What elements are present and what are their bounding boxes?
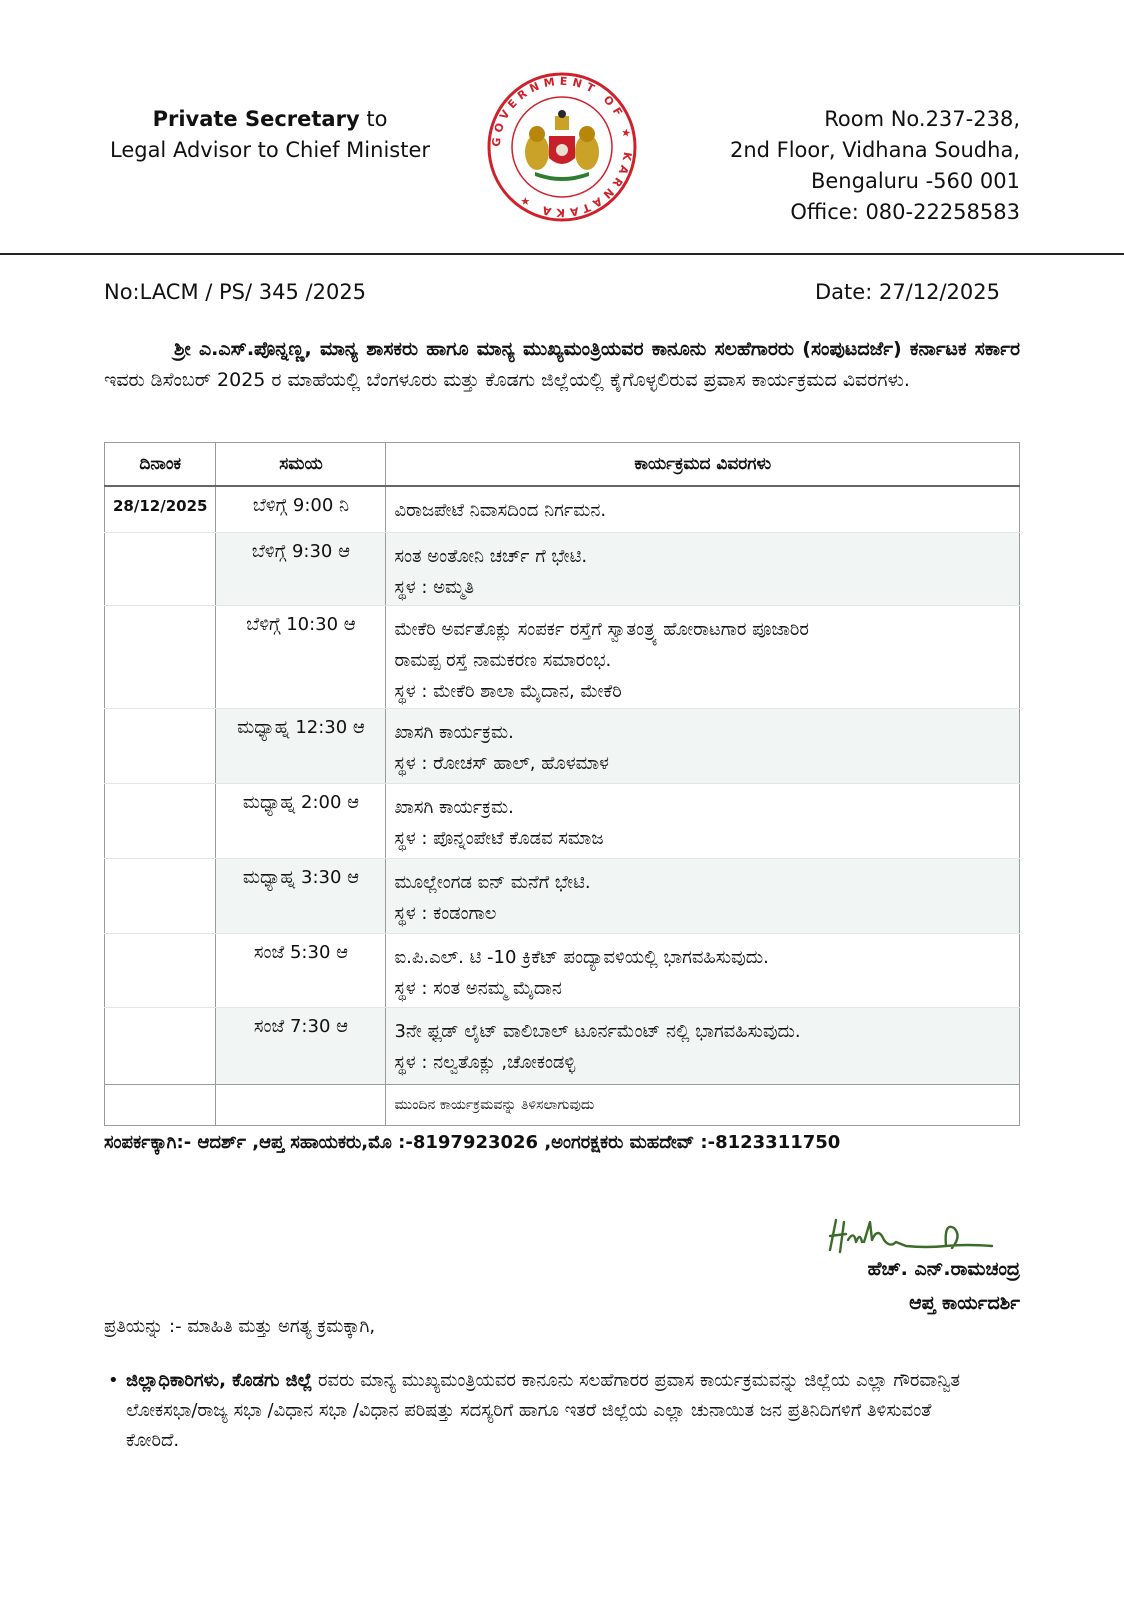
detail-line: 3ನೇ ಫ್ಲಡ್ ಲೈಟ್ ವಾಲಿಬಾಲ್ ಟೂರ್ನಮೆಂಟ್ ನಲ್ಲಿ ಭಾಗವಹಿಸುವುದು. <box>394 1020 801 1042</box>
reference-number: No:LACM / PS/ 345 /2025 <box>104 280 367 304</box>
row-details <box>386 708 1020 783</box>
sender-office: Legal Advisor to Chief Minister <box>109 138 431 162</box>
header-time: ಸಮಯ <box>216 443 386 487</box>
table-row <box>105 1007 1020 1084</box>
table-row <box>105 532 1020 605</box>
table-row <box>105 933 1020 1007</box>
empty-date-cell <box>105 532 216 605</box>
detail-line: ಸ್ಥಳ : ಪೊನ್ನಂಪೇಟೆ ಕೊಡವ ಸಮಾಜ <box>394 827 604 849</box>
row-time: ಮಧ್ಯಾಹ್ನ 12:30 ಆ <box>216 708 386 783</box>
copy-recipient-item <box>104 1366 964 1456</box>
detail-line: ಮೇಕೆರಿ ಅರ್ವತೊಕ್ಲು ಸಂಪರ್ಕ ರಸ್ತೆಗೆ ಸ್ವಾತಂತ್ರ್ಯ ಹೋರಾಟಗಾರ ಪೂಜಾರಿರ <box>394 618 809 640</box>
table-row <box>105 708 1020 783</box>
empty-date-cell <box>105 933 216 1007</box>
detail-line: ಸ್ಥಳ : ನಲ್ವತೊಕ್ಲು ,ಚೋಕಂಡಳ್ಳಿ <box>394 1051 576 1073</box>
table-row <box>105 486 1020 532</box>
detail-line: ಸ್ಥಳ : ಕಂಡಂಗಾಲ <box>394 902 497 924</box>
header-details: ಕಾರ್ಯಕ್ರಮದ ವಿವರಗಳು <box>386 443 1020 487</box>
bullet-icon: • <box>108 1370 119 1391</box>
empty-date-cell <box>105 783 216 858</box>
header-date: ದಿನಾಂಕ <box>105 443 216 487</box>
table-row <box>105 605 1020 708</box>
intro-rest: ಇವರು ಡಿಸೆಂಬರ್ 2025 ರ ಮಾಹೆಯಲ್ಲಿ ಬೆಂಗಳೂರು ಮತ್ತು ಕೊಡಗು ಜಿಲ್ಲೆಯಲ್ಲಿ ಕೈಗೊಳ್ಳಲಿರುವ ಪ್ರವಾಸ ಕಾರ್ಯಕ್ರಮದ ವಿವರಗಳು. <box>104 369 910 391</box>
row-time: ಬೆಳಿಗ್ಗೆ 9:00 ನಿ <box>216 486 386 532</box>
row-details <box>386 532 1020 605</box>
letter-date: Date: 27/12/2025 <box>815 280 1000 304</box>
svg-text:GOVERNMENT OF ★ KARNATAKA ★: GOVERNMENT OF ★ KARNATAKA ★ <box>489 74 635 220</box>
row-details <box>386 486 1020 532</box>
intro-paragraph <box>104 334 1020 396</box>
signatory-designation: ಆಪ್ತ ಕಾರ್ಯದರ್ಶಿ <box>909 1292 1020 1314</box>
row-time: ಸಂಜೆ 5:30 ಆ <box>216 933 386 1007</box>
row-time: ಬೆಳಿಗ್ಗೆ 10:30 ಆ <box>216 605 386 708</box>
row-time: ಮಧ್ಯಾಹ್ನ 3:30 ಆ <box>216 858 386 933</box>
detail-line: ಐ.ಪಿ.ಎಲ್. ಟಿ -10 ಕ್ರಿಕೆಟ್ ಪಂದ್ಯಾವಳಿಯಲ್ಲಿ ಭಾಗವಹಿಸುವುದು. <box>394 946 769 968</box>
empty-cell <box>105 1084 216 1125</box>
schedule-date: 28/12/2025 <box>105 486 216 532</box>
detail-line: ಸಂತ ಅಂತೋನಿ ಚರ್ಚ್ ಗೆ ಭೇಟಿ. <box>394 545 588 567</box>
address-line: 2nd Floor, Vidhana Soudha, <box>729 138 1020 162</box>
detail-line: ಸ್ಥಳ : ಮೇಕೆರಿ ಶಾಲಾ ಮೈದಾನ, ಮೇಕೆರಿ <box>394 680 622 702</box>
row-details <box>386 605 1020 708</box>
footer-note: ಮುಂದಿನ ಕಾರ್ಯಕ್ರಮವನ್ನು ತಿಳಿಸಲಾಗುವುದು <box>386 1084 1020 1125</box>
row-time: ಬೆಳಿಗ್ಗೆ 9:30 ಆ <box>216 532 386 605</box>
row-details <box>386 858 1020 933</box>
detail-line: ಸ್ಥಳ : ಸಂತ ಅನಮ್ಮ ಮೈದಾನ <box>394 977 562 999</box>
copy-to-line: ಪ್ರತಿಯನ್ನು :- ಮಾಹಿತಿ ಮತ್ತು ಅಗತ್ಯ ಕ್ರಮಕ್ಕಾಗಿ, <box>104 1316 376 1337</box>
sender-address <box>640 104 1020 228</box>
header-divider <box>0 253 1124 255</box>
recipient-bold: ಜಿಲ್ಲಾಧಿಕಾರಿಗಳು, ಕೊಡಗು ಜಿಲ್ಲೆ <box>126 1370 313 1391</box>
intro-bold: ಶ್ರೀ ಎ.ಎಸ್.ಪೊನ್ನಣ್ಣ, ಮಾನ್ಯ ಶಾಸಕರು ಹಾಗೂ ಮಾನ್ಯ ಮುಖ್ಯಮಂತ್ರಿಯವರ ಕಾನೂನು ಸಲಹೆಗಾರರು (ಸಂಪುಟದರ್ಜೆ) ಕರ್ನಾಟಕ ಸರ್ಕಾರ <box>174 338 1020 360</box>
table-header-row <box>105 443 1020 487</box>
detail-line: ಸ್ಥಳ : ರೋಚಸ್ ಹಾಲ್, ಹೊಳಮಾಳ <box>394 752 609 774</box>
empty-date-cell <box>105 605 216 708</box>
empty-date-cell <box>105 1007 216 1084</box>
sender-title-rest: to <box>359 107 388 131</box>
detail-line: ಮೂಲ್ಲೇಂಗಡ ಐನ್ ಮನೆಗೆ ಭೇಟಿ. <box>394 871 591 893</box>
row-details <box>386 783 1020 858</box>
row-details <box>386 933 1020 1007</box>
row-time: ಮಧ್ಯಾಹ್ನ 2:00 ಆ <box>216 783 386 858</box>
office-phone: Office: 080-22258583 <box>790 200 1020 224</box>
address-line: Room No.237-238, <box>824 107 1020 131</box>
detail-line: ವಿರಾಜಪೇಟೆ ನಿವಾಸದಿಂದ ನಿರ್ಗಮನ. <box>394 500 607 521</box>
contact-line: ಸಂಪರ್ಕಕ್ಕಾಗಿ:- ಆದರ್ಶ್ ,ಆಪ್ತ ಸಹಾಯಕರು,ಮೊ :-8197923026 ,ಅಂಗರಕ್ಷಕರು ಮಹದೇವ್ :-8123311750 <box>104 1132 841 1153</box>
address-line: Bengaluru -560 001 <box>810 169 1020 193</box>
detail-line: ಖಾಸಗಿ ಕಾರ್ಯಕ್ರಮ. <box>394 796 514 818</box>
karnataka-emblem-logo <box>485 70 639 224</box>
empty-date-cell <box>105 858 216 933</box>
detail-line: ರಾಮಪ್ಪ ರಸ್ತೆ ನಾಮಕರಣ ಸಮಾರಂಭ. <box>394 649 612 671</box>
schedule-table <box>104 442 1020 1126</box>
detail-line: ಸ್ಥಳ : ಅಮ್ಮತಿ <box>394 576 475 598</box>
detail-line: ಖಾಸಗಿ ಕಾರ್ಯಕ್ರಮ. <box>394 721 514 743</box>
sender-designation <box>100 104 440 166</box>
table-footer-row <box>105 1084 1020 1125</box>
signatory <box>868 1252 1020 1320</box>
recipient-rest: ರವರು ಮಾನ್ಯ ಮುಖ್ಯಮಂತ್ರಿಯವರ ಕಾನೂನು ಸಲಹೆಗಾರರ ಪ್ರವಾಸ ಕಾರ್ಯಕ್ರಮವನ್ನು ಜಿಲ್ಲೆಯ ಎಲ್ಲಾ ಗೌರವಾನ್ವಿತ ಲೋಕಸಭಾ/ರಾಜ್ಯ ಸಭಾ /ವಿಧಾನ ಸಭಾ /ವಿಧಾನ ಪರಿಷತ್ತು ಸದಸ್ಯರಿಗೆ ಹಾಗೂ ಇತರೆ ಜಿಲ್ಲೆಯ ಎಲ್ಲಾ ಚುನಾಯಿತ ಜನ ಪ್ರತಿನಿದಿಗಳಿಗೆ ತಿಳಿಸುವಂತೆ ಕೋರಿದೆ. <box>126 1370 961 1451</box>
row-time: ಸಂಜೆ 7:30 ಆ <box>216 1007 386 1084</box>
row-details <box>386 1007 1020 1084</box>
empty-cell <box>216 1084 386 1125</box>
table-row <box>105 858 1020 933</box>
empty-date-cell <box>105 708 216 783</box>
sender-title: Private Secretary <box>152 107 360 131</box>
table-row <box>105 783 1020 858</box>
signatory-name: ಹೆಚ್. ಎನ್.ರಾಮಚಂದ್ರ <box>867 1258 1020 1280</box>
